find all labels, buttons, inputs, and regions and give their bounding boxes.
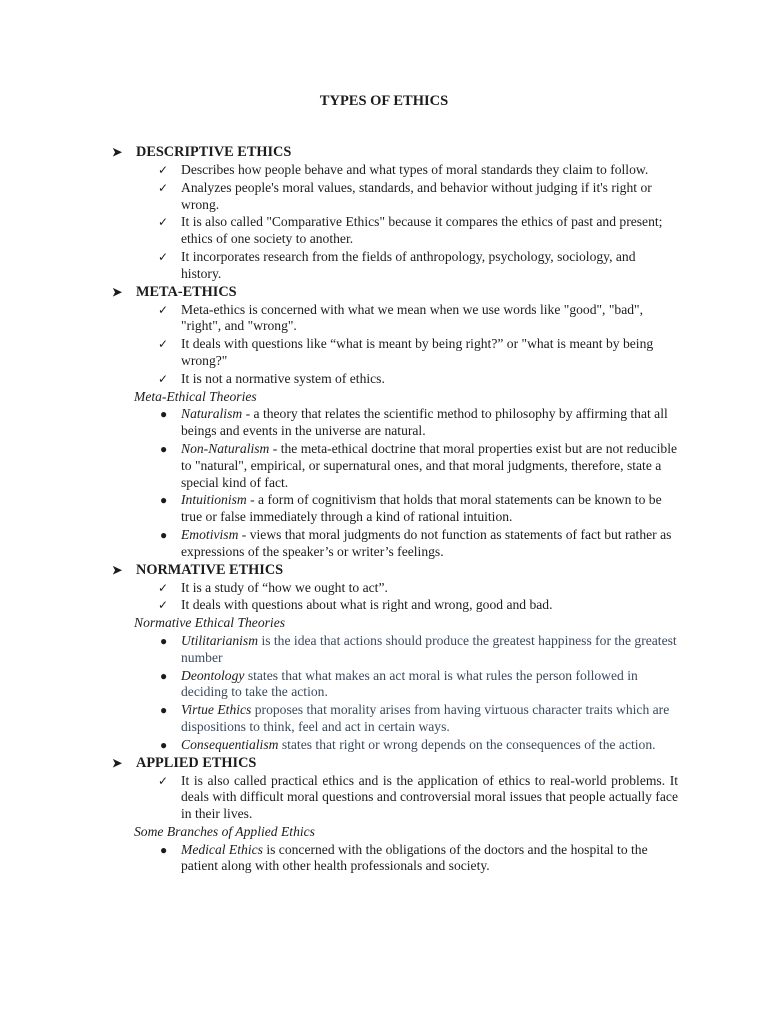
check-list: [112, 162, 678, 283]
definition: - a form of cognitivism that holds that moral statements can be known to be true or false immediately through a kind of rational intuition.: [181, 492, 662, 525]
bullet-icon: ●: [160, 737, 168, 752]
heading-text: APPLIED ETHICS: [136, 754, 257, 771]
definition: - views that moral judgments do not function as statements of fact but rather as expressions of the speaker’s or writer’s feelings.: [181, 526, 672, 559]
term: Deontology: [181, 667, 245, 683]
definition: proposes that morality arises from having virtuous character traits which are dispositions to think, feel and act in certain ways.: [181, 702, 670, 734]
checkmark-icon: ✓: [158, 371, 169, 386]
section-meta-ethics: [112, 284, 678, 561]
definition: - the meta-ethical doctrine that moral properties exist but are not reducible to "natural", empirical, or supernatural ones, and that moral judgments, therefore, state a special kind of fact.: [181, 440, 678, 490]
bullet-icon: ●: [160, 703, 168, 718]
heading-text: DESCRIPTIVE ETHICS: [136, 144, 292, 160]
term: Consequentialism: [181, 736, 279, 752]
term: Non-Naturalism: [181, 440, 270, 456]
list-item: [112, 302, 678, 336]
section-descriptive-ethics: [112, 144, 678, 283]
subheading: Some Branches of Applied Ethics: [134, 823, 315, 839]
definition: states that right or wrong depends on the consequences of the action.: [278, 736, 656, 752]
list-item: [112, 371, 678, 388]
subheading: Normative Ethical Theories: [134, 615, 286, 631]
item-text: It is also called practical ethics and is the application of ethics to real-world problems. It deals with difficult moral questions and controversial moral issues that people actually face in their lives.: [181, 772, 678, 822]
item-text: Analyzes people's moral values, standards, and behavior without judging if it's right or wrong.: [181, 179, 652, 212]
checkmark-icon: ✓: [158, 302, 169, 317]
list-item: [112, 441, 678, 491]
term: Utilitarianism: [181, 632, 259, 648]
item-text: It incorporates research from the fields of anthropology, psychology, sociology, and history.: [181, 248, 636, 281]
checkmark-icon: ✓: [158, 773, 169, 788]
heading-text: META-ETHICS: [136, 283, 237, 300]
list-item: [112, 249, 678, 283]
bullet-icon: ●: [160, 842, 168, 857]
document-content: [112, 144, 678, 876]
section-normative-ethics: [112, 562, 678, 754]
checkmark-icon: ✓: [158, 580, 169, 595]
section-applied-ethics: [112, 755, 678, 876]
section-heading: [112, 144, 678, 161]
definition: states that what makes an act moral is what rules the person followed in deciding to take the action.: [181, 667, 638, 700]
list-item: [112, 336, 678, 370]
bullet-icon: ●: [160, 527, 168, 542]
list-item: [112, 162, 678, 179]
term: Naturalism: [181, 406, 243, 422]
item-text: It deals with questions about what is right and wrong, good and bad.: [181, 597, 553, 613]
bullet-list: [112, 406, 678, 560]
page-title: TYPES OF ETHICS: [319, 93, 449, 109]
section-heading: [112, 562, 678, 579]
list-item: [112, 597, 678, 614]
heading-text: NORMATIVE ETHICS: [136, 561, 284, 578]
bullet-icon: ●: [160, 633, 168, 648]
check-list: [112, 773, 678, 823]
bullet-icon: ●: [160, 493, 168, 508]
arrow-bullet-icon: ➤: [112, 145, 123, 159]
bullet-icon: ●: [160, 668, 168, 683]
checkmark-icon: ✓: [158, 337, 169, 352]
term: Emotivism: [181, 526, 239, 542]
check-list: [112, 302, 678, 388]
list-item: [112, 668, 678, 702]
list-item: [112, 180, 678, 214]
definition: is the idea that actions should produce the greatest happiness for the greatest number: [181, 632, 677, 665]
arrow-bullet-icon: ➤: [112, 755, 123, 770]
checkmark-icon: ✓: [158, 249, 169, 264]
checkmark-icon: ✓: [158, 598, 169, 613]
list-item: [112, 527, 678, 561]
section-heading: [112, 284, 678, 301]
subheading: Meta-Ethical Theories: [134, 388, 257, 404]
term: Virtue Ethics: [181, 702, 252, 718]
list-item: [112, 737, 678, 754]
definition: - a theory that relates the scientific method to philosophy by affirming that all beings and events in the universe are natural.: [181, 406, 668, 439]
list-item: [112, 214, 678, 248]
checkmark-icon: ✓: [158, 180, 169, 195]
list-item: [112, 842, 678, 876]
list-item: [112, 633, 678, 667]
check-list: [112, 580, 678, 615]
section-heading: [112, 755, 678, 772]
item-text: Meta-ethics is concerned with what we mean when we use words like "good", "bad", "right", and "wrong".: [181, 301, 643, 334]
definition: is concerned with the obligations of the doctors and the hospital to the patient along with other health professionals and society.: [181, 841, 648, 874]
arrow-bullet-icon: ➤: [112, 284, 123, 299]
checkmark-icon: ✓: [158, 215, 169, 230]
bullet-icon: ●: [160, 407, 168, 422]
item-text: It is also called "Comparative Ethics" because it compares the ethics of past and present; ethics of one society to another.: [181, 214, 663, 247]
list-item: [112, 773, 678, 823]
list-item: [112, 406, 678, 440]
item-text: Describes how people behave and what types of moral standards they claim to follow.: [181, 162, 649, 177]
list-item: [112, 702, 678, 736]
term: Medical Ethics: [181, 841, 263, 857]
list-item: [112, 580, 678, 597]
term: Intuitionism: [181, 492, 247, 508]
item-text: It is a study of “how we ought to act”.: [181, 579, 388, 595]
item-text: It deals with questions like “what is meant by being right?” or "what is meant by being wrong?": [181, 336, 654, 368]
bullet-list: [112, 842, 678, 876]
checkmark-icon: ✓: [158, 163, 169, 177]
item-text: It is not a normative system of ethics.: [181, 370, 385, 386]
bullet-icon: ●: [160, 441, 168, 456]
arrow-bullet-icon: ➤: [112, 562, 123, 577]
bullet-list: [112, 633, 678, 754]
list-item: [112, 492, 678, 526]
